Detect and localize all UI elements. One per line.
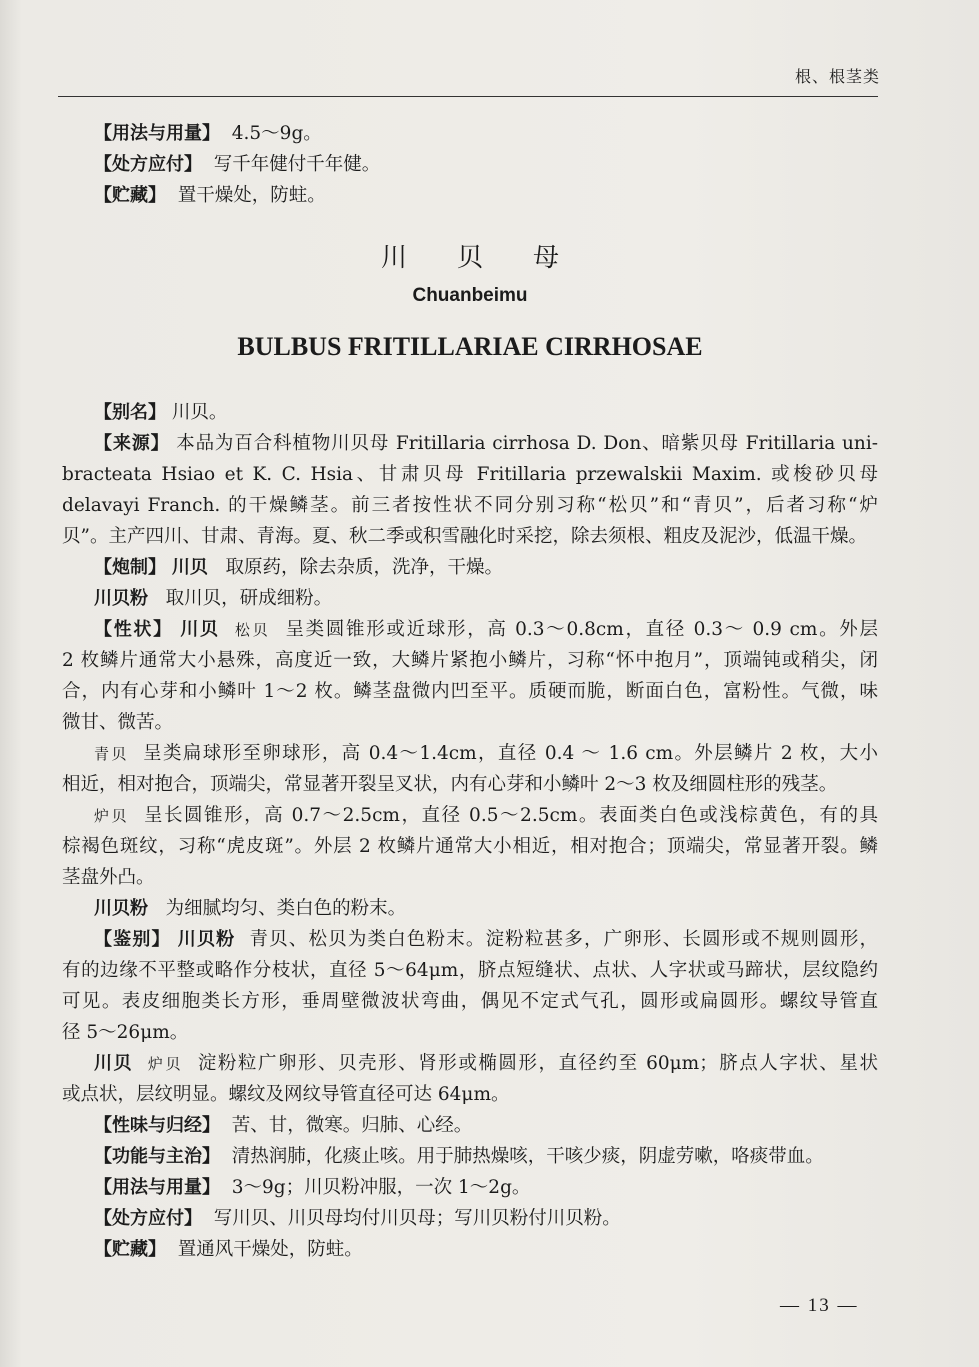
section-text: 苦、甘，微寒。归肺、心经。	[231, 1115, 473, 1136]
section-text: 3～9g；川贝粉冲服，一次 1～2g。	[231, 1177, 531, 1198]
sub-label: 川贝粉	[94, 588, 148, 609]
paragraph-line: 本品为百合科植物川贝母 Fritillaria cirrhosa D. Don、暗紫贝母 Fritillaria uni-	[176, 433, 878, 454]
sub-label: 川贝粉	[94, 898, 148, 919]
paragraph-line: 或点状，层纹明显。螺纹及网纹导管直径可达 64μm。	[62, 1084, 510, 1105]
section-label: 【别名】	[94, 402, 166, 423]
running-head: 根、根茎类	[794, 67, 880, 86]
paragraph-line: 贝”。主产四川、甘肃、青海。夏、秋二季或积雪融化时采挖，除去须根、粗皮及泥沙，低温干燥。	[62, 526, 867, 547]
sub-label: 川贝	[180, 619, 220, 640]
header-rule	[58, 96, 878, 97]
paragraph-line: 淀粉粒广卵形、贝壳形、肾形或椭圆形，直径约至 60μm；脐点人字状、星状	[197, 1053, 878, 1074]
sub-label: 川贝	[171, 557, 208, 578]
paragraph-line: 茎盘外凸。	[62, 867, 155, 888]
lubei-line	[62, 800, 878, 831]
paragraph-line: 呈长圆锥形，高 0.7～2.5cm，直径 0.5～2.5cm。表面类白色或浅棕黄色，有的具	[143, 805, 878, 826]
powder-char-line	[62, 893, 878, 924]
paragraph-line: delavayi Franch. 的干燥鳞茎。前三者按性状不同分别习称“松贝”和“青贝”，后者习称“炉	[62, 495, 878, 516]
nature-line	[62, 1110, 878, 1141]
powder-line	[62, 583, 878, 614]
paragraph-line: 呈类圆锥形或近球形，高 0.3～0.8cm，直径 0.3～ 0.9 cm。外层	[285, 619, 878, 640]
paragraph-line: 呈类扁球形至卵球形，高 0.4～1.4cm，直径 0.4 ～ 1.6 cm。外层鳞片 2 枚，大小	[143, 743, 878, 764]
sub-label: 炉贝	[94, 807, 130, 825]
sub-label: 青贝	[94, 745, 129, 763]
prescription-line	[62, 1203, 878, 1234]
section-text: 置通风干燥处，防蛀。	[177, 1239, 363, 1260]
identification-line	[62, 924, 878, 955]
paragraph-line: 有的边缘不平整或略作分枝状，直径 5～64μm，脐点短缝状、点状、人字状或马蹄状，层纹隐约	[62, 960, 878, 981]
section-label: 【鉴别】	[94, 929, 171, 950]
section-label: 【性状】	[94, 619, 173, 640]
section-label: 【用法与用量】	[94, 1177, 220, 1198]
section-label: 【功能与主治】	[94, 1146, 220, 1167]
section-label: 【炮制】	[94, 557, 166, 578]
page-number: — 13 —	[780, 1295, 859, 1316]
paragraph-line: 径 5～26μm。	[62, 1022, 189, 1043]
characteristics-line	[62, 614, 878, 645]
storage-line	[62, 1234, 878, 1265]
prev-usage-line	[62, 118, 878, 149]
section-label: 【性味与归经】	[94, 1115, 220, 1136]
source-line	[62, 428, 878, 459]
section-text: 4.5～9g。	[231, 123, 322, 144]
section-text: 写川贝、川贝母均付川贝母；写川贝粉付川贝粉。	[213, 1208, 621, 1229]
section-label: 【处方应付】	[94, 1208, 202, 1229]
entry-title-chinese: 川贝母	[380, 243, 609, 273]
paragraph-line: 相近，相对抱合，顶端尖，常显著开裂呈叉状，内有心芽和小鳞叶 2～3 枚及细圆柱形的残茎。	[62, 774, 838, 795]
section-text: 取川贝，研成细粉。	[165, 588, 333, 609]
paragraph-line: 微甘、微苦。	[62, 712, 174, 733]
section-label: 【贮藏】	[94, 185, 166, 206]
paragraph-line: 棕褐色斑纹，习称“虎皮斑”。外层 2 枚鳞片通常大小相近，相对抱合；顶端尖，常显著开裂。鳞	[62, 836, 878, 857]
identification2-line	[62, 1048, 878, 1079]
section-text: 为细腻均匀、类白色的粉末。	[165, 898, 407, 919]
section-label: 【用法与用量】	[94, 123, 220, 144]
section-label: 【来源】	[94, 433, 170, 454]
paragraph-line: 青贝、松贝为类白色粉末。淀粉粒甚多，广卵形、长圆形或不规则圆形，	[249, 929, 878, 950]
section-text: 置干燥处，防蛀。	[177, 185, 326, 206]
paragraph-line: bracteata Hsiao et K. C. Hsia、甘肃贝母 Fritillaria przewalskii Maxim. 或梭砂贝母	[62, 464, 878, 485]
section-label: 【贮藏】	[94, 1239, 166, 1260]
entry-title-pinyin: Chuanbeimu	[412, 285, 528, 306]
section-text: 清热润肺，化痰止咳。用于肺热燥咳，干咳少痰，阴虚劳嗽，咯痰带血。	[231, 1146, 824, 1167]
function-line	[62, 1141, 878, 1172]
sub-label: 炉贝	[147, 1055, 183, 1073]
processing-line	[62, 552, 878, 583]
usage-line	[62, 1172, 878, 1203]
section-text: 取原药，除去杂质，洗净，干燥。	[225, 557, 504, 578]
paragraph-line: 可见。表皮细胞类长方形，垂周壁微波状弯曲，偶见不定式气孔，圆形或扁圆形。螺纹导管直	[62, 991, 878, 1012]
prev-storage-line	[62, 180, 878, 211]
sub-label: 松贝	[234, 621, 271, 639]
entry-title-latin: BULBUS FRITILLARIAE CIRRHOSAE	[237, 332, 703, 361]
section-text: 川贝。	[171, 402, 228, 423]
sub-label: 川贝	[94, 1053, 134, 1074]
page-body	[62, 118, 878, 1265]
section-label: 【处方应付】	[94, 154, 202, 175]
prev-prescription-line	[62, 149, 878, 180]
section-text: 写千年健付千年健。	[213, 154, 381, 175]
qingbei-line	[62, 738, 878, 769]
sub-label: 川贝粉	[177, 929, 236, 950]
alias-line	[62, 397, 878, 428]
paragraph-line: 2 枚鳞片通常大小悬殊，高度近一致，大鳞片紧抱小鳞片，习称“怀中抱月”，顶端钝或稍尖，闭	[62, 650, 878, 671]
paragraph-line: 合，内有心芽和小鳞叶 1～2 枚。鳞茎盘微内凹至平。质硬而脆，断面白色，富粉性。气微，味	[62, 681, 878, 702]
